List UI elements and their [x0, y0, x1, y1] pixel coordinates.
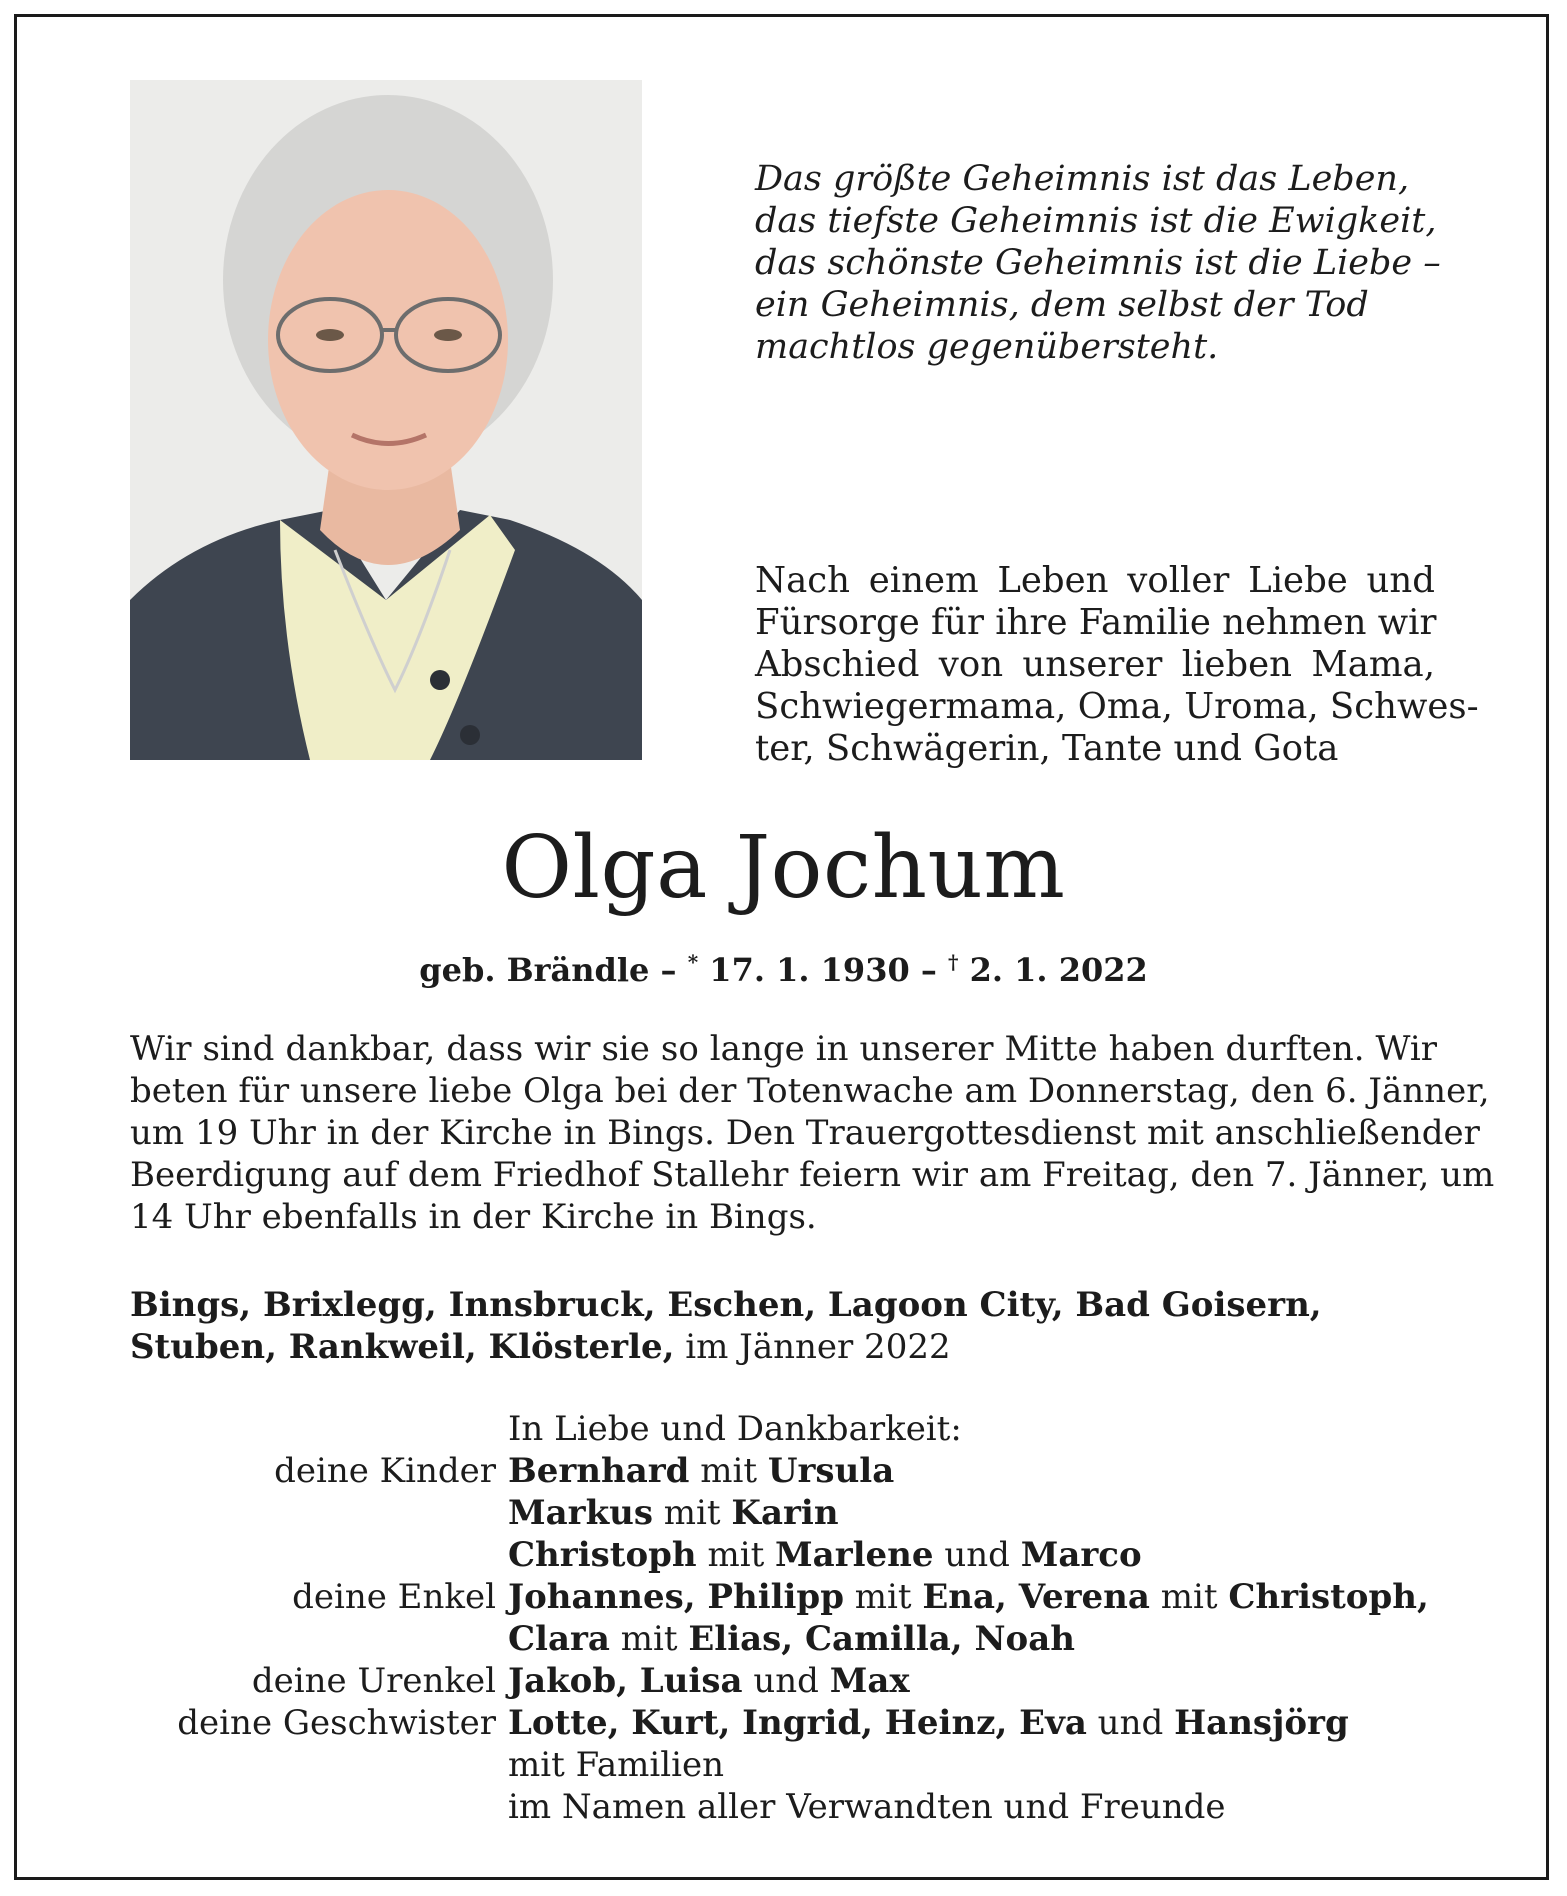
relation-label: deine Enkel — [292, 1577, 496, 1617]
connector-text: und — [933, 1535, 1021, 1575]
mourner-name: Hansjörg — [1174, 1703, 1349, 1743]
mourner-name: Christoph, — [1228, 1577, 1429, 1617]
connector-text: mit — [653, 1493, 732, 1533]
intro-line: Fürsorge für ihre Familie nehmen wir — [755, 602, 1437, 643]
mourner-row — [130, 1534, 1450, 1576]
mourner-row — [130, 1660, 1450, 1702]
mourner-name: Marlene — [775, 1535, 934, 1575]
places-and-date — [130, 1284, 1450, 1368]
farewell-intro — [755, 560, 1479, 770]
relation-label — [130, 1492, 508, 1534]
intro-line: ter, Schwägerin, Tante und Gota — [755, 728, 1339, 769]
mourner-name: Ursula — [767, 1451, 895, 1491]
relation-label: deine Geschwister — [177, 1703, 496, 1743]
relation-label — [130, 1744, 508, 1786]
birth-star-icon: * — [687, 950, 699, 974]
quote-line: Das größte Geheimnis ist das Leben, — [755, 159, 1410, 199]
mourner-row — [130, 1492, 1450, 1534]
intro-line: Abschied von unserer lieben Mama, — [755, 644, 1435, 685]
connector-text: im Namen aller Verwandten und Freunde — [508, 1787, 1226, 1827]
mourner-name: Lotte, Kurt, Ingrid, Heinz, Eva — [508, 1703, 1087, 1743]
connector-text: mit — [689, 1451, 768, 1491]
mourner-names — [508, 1450, 894, 1492]
birth-date: 17. 1. 1930 – — [709, 951, 937, 989]
intro-line: Nach einem Leben voller Liebe und — [755, 560, 1435, 601]
service-details — [130, 1028, 1495, 1238]
mourner-row — [130, 1702, 1450, 1744]
connector-text: mit — [843, 1577, 923, 1617]
mourner-name: Bernhard — [508, 1451, 690, 1491]
intro-line: Schwiegermama, Oma, Uroma, Schwes- — [755, 686, 1479, 727]
quote-line: machtlos gegenübersteht. — [755, 327, 1219, 367]
mourner-names — [508, 1786, 1226, 1828]
mourner-name: Karin — [731, 1493, 839, 1533]
body-line: Beerdigung auf dem Friedhof Stallehr feiern wir am Freitag, den 7. Jänner, um — [130, 1155, 1495, 1195]
mourner-names — [508, 1744, 724, 1786]
mourner-row — [130, 1576, 1450, 1618]
body-line: 14 Uhr ebenfalls in der Kirche in Bings. — [130, 1197, 817, 1237]
mourner-name: Clara — [508, 1619, 610, 1659]
connector-text: mit — [696, 1535, 776, 1575]
relation-label — [130, 1534, 508, 1576]
mourner-names — [508, 1702, 1349, 1744]
mourner-names — [508, 1618, 1075, 1660]
connector-text: mit — [1149, 1577, 1229, 1617]
mourner-name: Ena, Verena — [922, 1577, 1150, 1617]
connector-text: mit Familien — [508, 1745, 725, 1785]
body-line: beten für unsere liebe Olga bei der Totenwache am Donnerstag, den 6. Jänner, — [130, 1071, 1490, 1111]
death-cross-icon: † — [948, 950, 959, 974]
mourner-name: Markus — [508, 1493, 653, 1533]
mourner-name: Johannes, Philipp — [508, 1577, 844, 1617]
portrait-illustration — [130, 80, 642, 760]
mourner-names — [508, 1492, 839, 1534]
mourner-row — [130, 1744, 1450, 1786]
relation-label — [130, 1786, 508, 1828]
mourner-name: Jakob, Luisa — [508, 1661, 743, 1701]
mourners-heading: In Liebe und Dankbarkeit: — [508, 1409, 962, 1449]
mourner-names — [508, 1660, 910, 1702]
maiden-name: geb. Brändle – — [419, 951, 677, 989]
relation-label: deine Kinder — [274, 1451, 496, 1491]
connector-text: und — [742, 1661, 830, 1701]
quote-line: ein Geheimnis, dem selbst der Tod — [755, 285, 1369, 325]
connector-text: und — [1086, 1703, 1175, 1743]
places-line-1: Bings, Brixlegg, Innsbruck, Eschen, Lagoon City, Bad Goisern, — [130, 1285, 1322, 1325]
mourner-name: Christoph — [508, 1535, 697, 1575]
body-line: Wir sind dankbar, dass wir sie so lange in unserer Mitte haben durften. Wir — [130, 1029, 1437, 1069]
body-line: um 19 Uhr in der Kirche in Bings. Den Trauergottesdienst mit anschließender — [130, 1113, 1480, 1153]
mourner-name: Elias, Camilla, Noah — [688, 1619, 1075, 1659]
deceased-name: Olga Jochum — [501, 818, 1066, 918]
mourner-row — [130, 1618, 1450, 1660]
places-line-2: Stuben, Rankweil, Klösterle, — [130, 1327, 675, 1367]
mourner-name: Max — [829, 1661, 910, 1701]
mourners-heading-row — [130, 1408, 1450, 1450]
mourner-row — [130, 1786, 1450, 1828]
life-dates — [0, 942, 1567, 990]
quote-line: das tiefste Geheimnis ist die Ewigkeit, — [755, 201, 1437, 241]
relation-label: deine Urenkel — [251, 1661, 496, 1701]
death-date: 2. 1. 2022 — [969, 951, 1148, 989]
relation-label — [130, 1618, 508, 1660]
mourner-names — [508, 1576, 1429, 1618]
connector-text: mit — [609, 1619, 689, 1659]
mourners-list — [130, 1408, 1450, 1828]
quote-line: das schönste Geheimnis ist die Liebe – — [755, 243, 1441, 283]
memorial-quote — [755, 158, 1475, 368]
mourner-names — [508, 1534, 1142, 1576]
portrait-photo — [130, 80, 642, 760]
issue-date: im Jänner 2022 — [674, 1327, 951, 1367]
mourner-name: Marco — [1020, 1535, 1142, 1575]
mourner-row — [130, 1450, 1450, 1492]
